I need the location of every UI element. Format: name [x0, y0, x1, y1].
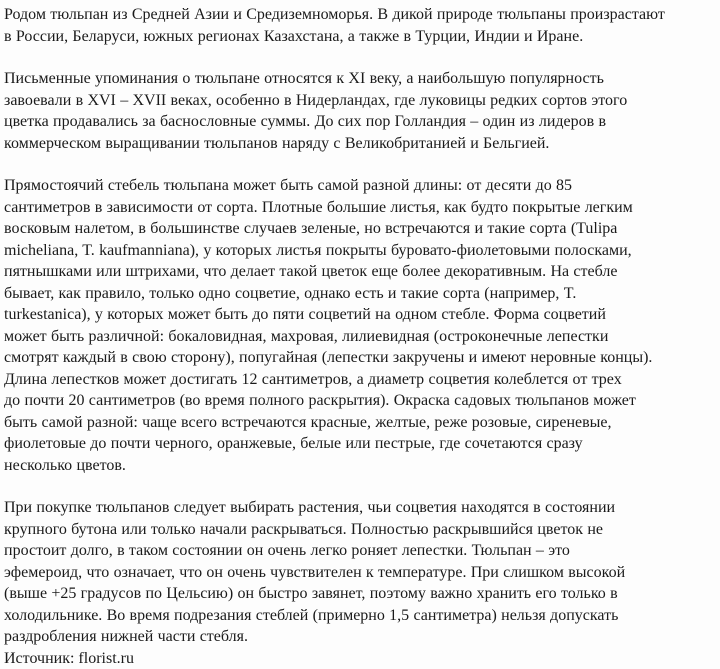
source-link[interactable]: florist.ru	[78, 650, 134, 667]
source-line	[4, 648, 714, 669]
paragraph-history: Письменные упоминания о тюльпане относятся к XI веку, а наибольшую популярность завоевали в XVI – XVII веках, особенно в Нидерландах, где луковицы редких сортов этого цветка продавались за баснословные суммы. До сих пор Голландия – один из лидеров в коммерческом выращивании тюльпанов наряду с Великобританией и Бельгией.	[4, 68, 714, 154]
source-label: Источник:	[4, 650, 78, 667]
paragraph-description: Прямостоячий стебель тюльпана может быть самой разной длины: от десяти до 85 сантиметров в зависимости от сорта. Плотные большие листья, как будто покрытые легким восковым налетом, в большинстве случаев зеленые, но встречаются и такие сорта (Tulipa micheliana, T. kaufmanniana), у которых листья покрыты буровато-фиолетовыми полосками, пятнышками или штрихами, что делает такой цветок еще более декоративным. На стебле бывает, как правило, только одно соцветие, однако есть и такие сорта (например, T. turkestanica), у которых может быть до пяти соцветий на одном стебле. Форма соцветий может быть различной: бокаловидная, махровая, лилиевидная (остроконечные лепестки смотрят каждый в свою сторону), попугайная (лепестки закручены и имеют неровные концы). Длина лепестков может достигать 12 сантиметров, а диаметр соцветия колеблется от трех до почти 20 сантиметров (во время полного раскрытия). Окраска садовых тюльпанов может быть самой разной: чаще всего встречаются красные, желтые, реже розовые, сиреневые, фиолетовые до почти черного, оранжевые, белые или пестрые, где сочетаются сразу несколько цветов.	[4, 175, 714, 476]
paragraph-origin: Родом тюльпан из Средней Азии и Средиземноморья. В дикой природе тюльпаны произрастают в России, Беларуси, южных регионах Казахстана, а также в Турции, Индии и Иране.	[4, 4, 714, 47]
paragraph-care: При покупке тюльпанов следует выбирать растения, чьи соцветия находятся в состоянии крупного бутона или только начали раскрываться. Полностью раскрывшийся цветок не простоит долго, в таком состоянии он очень легко роняет лепестки. Тюльпан – это эфемероид, что означает, что он очень чувствителен к температуре. При слишком высокой (выше +25 градусов по Цельсию) он быстро завянет, поэтому важно хранить его только в холодильнике. Во время подрезания стеблей (примерно 1,5 сантиметра) нельзя допускать раздробления нижней части стебля.	[4, 497, 714, 648]
